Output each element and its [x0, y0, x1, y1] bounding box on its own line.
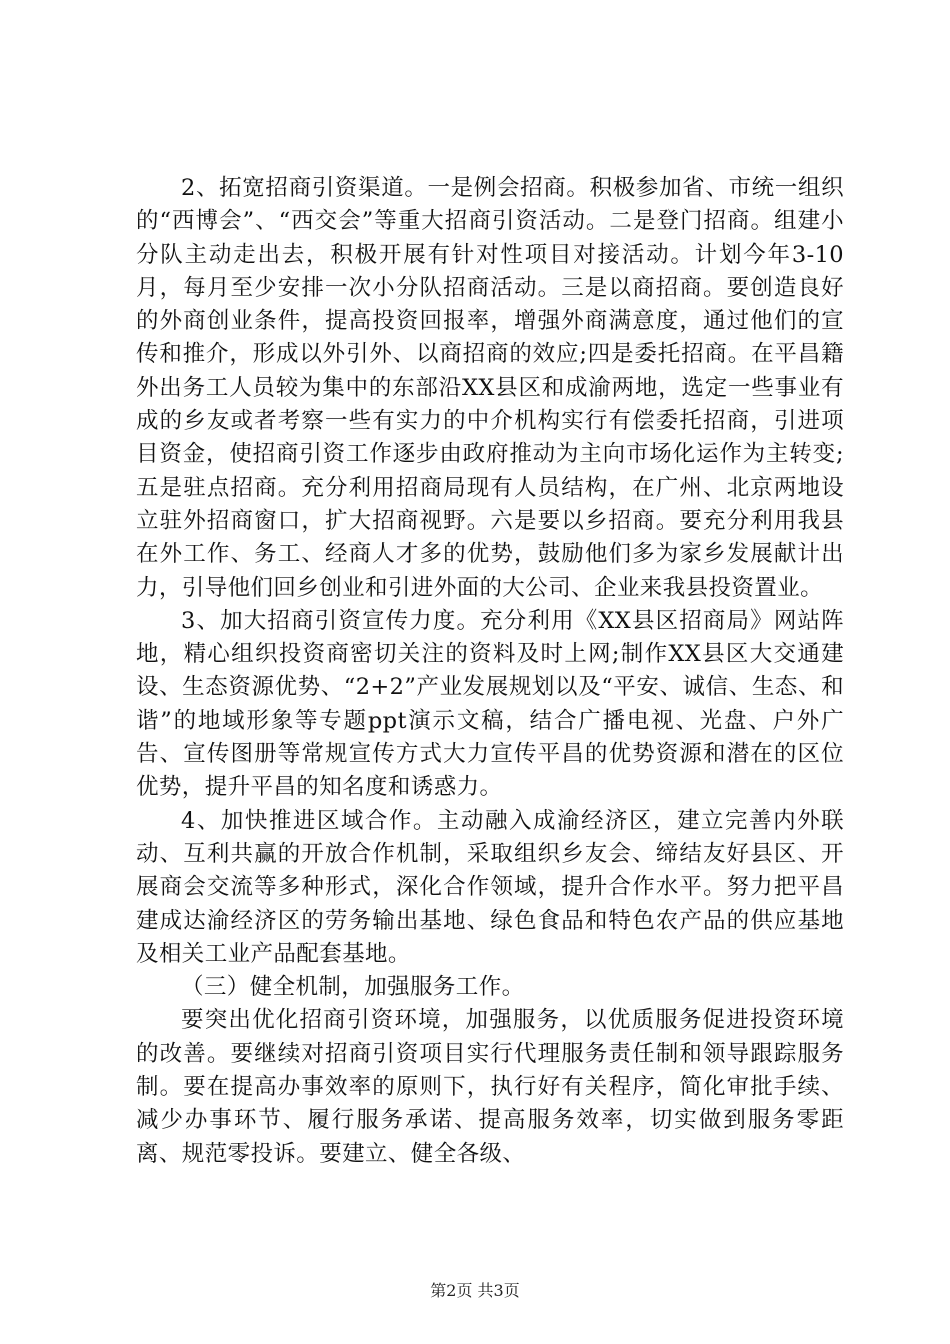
- paragraph-service: 要突出优化招商引资环境，加强服务，以优质服务促进投资环境的改善。要继续对招商引资项目实行代理服务责任制和领导跟踪服务制。要在提高办事效率的原则下，执行好有关程序，简化审批手续、减少办事环节、履行服务承诺、提高服务效率，切实做到服务零距离、规范零投诉。要建立、健全各级、: [136, 1007, 844, 1167]
- page-number-footer: 第2页 共3页: [430, 1281, 520, 1300]
- paragraph-regional-cooperation: 4、加快推进区域合作。主动融入成渝经济区，建立完善内外联动、互利共赢的开放合作机制，采取组织乡友会、缔结友好县区、开展商会交流等多种形式，深化合作领域，提升合作水平。努力把平昌建成达渝经济区的劳务输出基地、绿色食品和特色农产品的供应基地及相关工业产品配套基地。: [136, 807, 844, 967]
- document-body: [136, 172, 844, 1171]
- section-heading-mechanism: （三）健全机制，加强服务工作。: [181, 974, 525, 1001]
- paragraph-channels: 2、拓宽招商引资渠道。一是例会招商。积极参加省、市统一组织的“西博会”、“西交会”等重大招商引资活动。二是登门招商。组建小分队主动走出去，积极开展有针对性项目对接活动。计划今年3-10月，每月至少安排一次小分队招商活动。三是以商招商。要创造良好的外商创业条件，提高投资回报率，增强外商满意度，通过他们的宣传和推介，形成以外引外、以商招商的效应;四是委托招商。在平昌籍外出务工人员较为集中的东部沿XX县区和成渝两地，选定一些事业有成的乡友或者考察一些有实力的中介机构实行有偿委托招商，引进项目资金，使招商引资工作逐步由政府推动为主向市场化运作为主转变;五是驻点招商。充分利用招商局现有人员结构，在广州、北京两地设立驻外招商窗口，扩大招商视野。六是要以乡招商。要充分利用我县在外工作、务工、经商人才多的优势，鼓励他们多为家乡发展献计出力，引导他们回乡创业和引进外面的大公司、企业来我县投资置业。: [136, 175, 844, 601]
- paragraph-publicity: 3、加大招商引资宣传力度。充分利用《XX县区招商局》网站阵地，精心组织投资商密切关注的资料及时上网;制作XX县区大交通建设、生态资源优势、“2+2”产业发展规划以及“平安、诚信、生态、和谐”的地域形象等专题ppt演示文稿，结合广播电视、光盘、户外广告、宣传图册等常规宣传方式大力宣传平昌的优势资源和潜在的区位优势，提升平昌的知名度和诱惑力。: [136, 607, 844, 801]
